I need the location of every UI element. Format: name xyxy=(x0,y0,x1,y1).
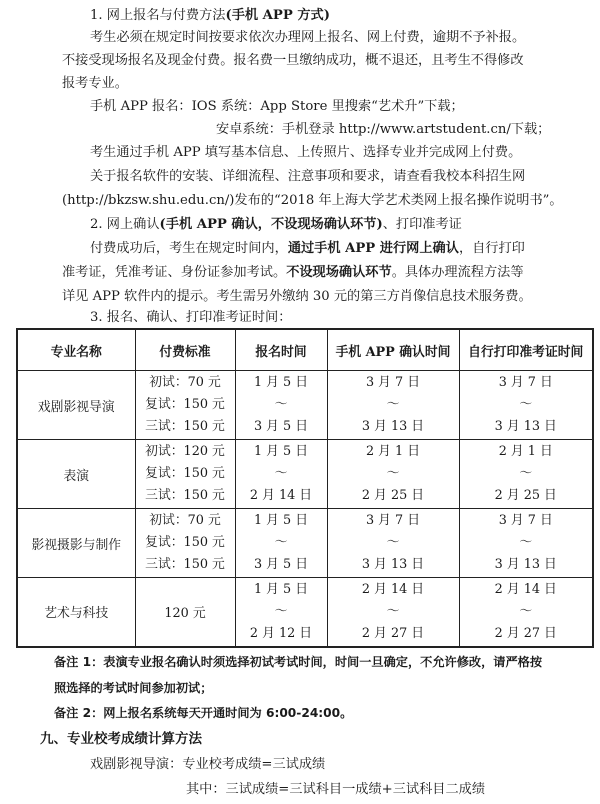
major-cell: 戏剧影视导演 xyxy=(17,371,135,440)
print-cell xyxy=(459,509,593,578)
note-1-line2: 照选择的考试时间参加初试； xyxy=(54,681,213,695)
app-ios-line: 手机 APP 报名：IOS 系统：App Store 里搜索“艺术升”下载； xyxy=(90,99,464,114)
section2-line1 xyxy=(90,240,525,258)
tilde: ～ xyxy=(519,466,533,481)
confirm-cell xyxy=(327,371,459,440)
fee-cell xyxy=(135,509,235,578)
section1-p1-line3: 报考专业。 xyxy=(62,76,128,91)
table-row xyxy=(17,440,593,509)
section1-p1-line1: 考生必须在规定时间按要求依次办理网上报名、网上付费，逾期不予补报。 xyxy=(90,30,526,45)
date-end: 2 月 25 日 xyxy=(494,488,557,503)
confirm-cell xyxy=(327,509,459,578)
header-print-ticket-time: 自行打印准考证时间 xyxy=(459,329,593,371)
section2-line1-a: 付费成功后，考生在规定时间内， xyxy=(90,241,288,256)
section2-line2 xyxy=(62,264,524,282)
table-row xyxy=(17,578,593,647)
tilde: ～ xyxy=(274,466,288,481)
fee-cell: 120 元 xyxy=(135,578,235,647)
date-end: 3 月 13 日 xyxy=(361,557,425,572)
date-start: 3 月 7 日 xyxy=(498,375,553,390)
fee-cell xyxy=(135,440,235,509)
print-cell xyxy=(459,440,593,509)
section9-line1: 戏剧影视导演：专业校考成绩=三试成绩 xyxy=(90,757,326,772)
date-start: 1 月 5 日 xyxy=(253,513,309,528)
date-start: 2 月 1 日 xyxy=(498,444,553,459)
fee-item: 初试：120 元 xyxy=(145,444,225,459)
fee-item: 初试：70 元 xyxy=(149,375,221,390)
tilde: ～ xyxy=(519,397,533,412)
section2-line3: 详见 APP 软件内的提示。考生需另外缴纳 30 元的第三方肖像信息技术服务费。 xyxy=(62,289,532,304)
fee-item: 三试：150 元 xyxy=(145,557,225,572)
confirm-cell xyxy=(327,440,459,509)
date-end: 2 月 12 日 xyxy=(249,625,313,641)
tilde: ～ xyxy=(386,535,400,550)
fee-item: 三试：150 元 xyxy=(145,488,225,503)
table-row xyxy=(17,371,593,440)
date-end: 2 月 27 日 xyxy=(361,625,425,641)
registration-cell xyxy=(235,440,327,509)
date-end: 3 月 13 日 xyxy=(361,419,425,434)
section1-p3-line1: 关于报名软件的安装、详细流程、注意事项和要求，请查看我校本科招生网 xyxy=(90,169,526,184)
header-fee: 付费标准 xyxy=(135,329,235,371)
section1-p2: 考生通过手机 APP 填写基本信息、上传照片、选择专业并完成网上付费。 xyxy=(90,145,522,160)
major-cell: 艺术与科技 xyxy=(17,578,135,647)
fee-item: 复试：150 元 xyxy=(145,397,225,412)
header-major: 专业名称 xyxy=(17,329,135,371)
fee-item: 复试：150 元 xyxy=(145,466,225,481)
header-registration-time: 报名时间 xyxy=(235,329,327,371)
section1-heading-text: 1. 网上报名与付费方法 xyxy=(90,8,226,23)
table-header-row xyxy=(17,329,593,371)
date-end: 3 月 5 日 xyxy=(253,419,309,434)
section2-line2-bold: 不设现场确认环节 xyxy=(286,265,392,280)
schedule-table xyxy=(16,328,594,648)
section2-heading-text: 2. 网上确认 xyxy=(90,217,160,232)
date-start: 2 月 1 日 xyxy=(365,444,421,459)
fee-item: 复试：150 元 xyxy=(145,535,225,550)
registration-cell xyxy=(235,578,327,647)
tilde: ～ xyxy=(386,466,400,481)
date-end: 3 月 13 日 xyxy=(494,419,557,434)
fee-item: 初试：70 元 xyxy=(149,513,221,528)
date-end: 3 月 13 日 xyxy=(494,557,557,572)
date-start: 1 月 5 日 xyxy=(253,444,309,459)
date-start: 1 月 5 日 xyxy=(253,581,309,597)
date-end: 2 月 25 日 xyxy=(361,488,425,503)
section1-p3-line2: (http://bkzsw.shu.edu.cn/)发布的“2018 年上海大学艺术类网上报名操作说明书”。 xyxy=(62,193,563,208)
date-start: 3 月 7 日 xyxy=(365,375,421,390)
date-start: 2 月 14 日 xyxy=(494,581,557,597)
tilde: ～ xyxy=(519,603,533,619)
section2-line2-c: 。具体办理流程方法等 xyxy=(391,265,524,280)
tilde: ～ xyxy=(274,535,288,550)
section1-heading xyxy=(90,7,330,25)
major-cell: 影视摄影与制作 xyxy=(17,509,135,578)
fee-item: 三试：150 元 xyxy=(145,419,225,434)
date-start: 3 月 7 日 xyxy=(498,513,553,528)
section2-line1-c: ，自行打印 xyxy=(458,241,525,256)
note-1-line1: 备注 1：表演专业报名确认时须选择初试考试时间，时间一旦确定，不允许修改，请严格按 xyxy=(54,655,543,669)
fee-cell xyxy=(135,371,235,440)
major-cell: 表演 xyxy=(17,440,135,509)
registration-cell xyxy=(235,371,327,440)
tilde: ～ xyxy=(274,603,288,619)
section2-heading xyxy=(90,216,462,234)
date-start: 1 月 5 日 xyxy=(253,375,309,390)
tilde: ～ xyxy=(386,397,400,412)
print-cell xyxy=(459,578,593,647)
registration-cell xyxy=(235,509,327,578)
tilde: ～ xyxy=(274,397,288,412)
table-row xyxy=(17,509,593,578)
app-android-line: 安卓系统：手机登录 http://www.artstudent.cn/下载； xyxy=(216,122,551,137)
section3-heading: 3. 报名、确认、打印准考证时间： xyxy=(90,310,292,325)
date-end: 3 月 5 日 xyxy=(253,557,309,572)
tilde: ～ xyxy=(519,535,533,550)
header-app-confirm-time: 手机 APP 确认时间 xyxy=(327,329,459,371)
confirm-cell xyxy=(327,578,459,647)
date-end: 2 月 27 日 xyxy=(494,625,557,641)
section1-p1-line2: 不接受现场报名及现金付费。报名费一旦缴纳成功，概不退还，且考生不得修改 xyxy=(62,53,524,68)
section2-line2-a: 准考证，凭准考证、身份证参加考试。 xyxy=(62,265,287,280)
print-cell xyxy=(459,371,593,440)
note-2: 备注 2：网上报名系统每天开通时间为 6:00-24:00。 xyxy=(54,706,353,720)
date-end: 2 月 14 日 xyxy=(249,488,313,503)
section2-line1-bold: 通过手机 APP 进行网上确认 xyxy=(287,241,459,256)
date-start: 3 月 7 日 xyxy=(365,513,421,528)
section2-heading-suffix: 、打印准考证 xyxy=(382,217,462,232)
section2-heading-bold: (手机 APP 确认，不设现场确认环节) xyxy=(159,217,383,232)
date-start: 2 月 14 日 xyxy=(361,581,425,597)
section1-heading-bold: (手机 APP 方式) xyxy=(225,8,330,23)
section9-heading: 九、专业校考成绩计算方法 xyxy=(40,731,202,747)
tilde: ～ xyxy=(386,603,400,619)
section9-line2: 其中：三试成绩=三试科目一成绩+三试科目二成绩 xyxy=(186,782,486,797)
